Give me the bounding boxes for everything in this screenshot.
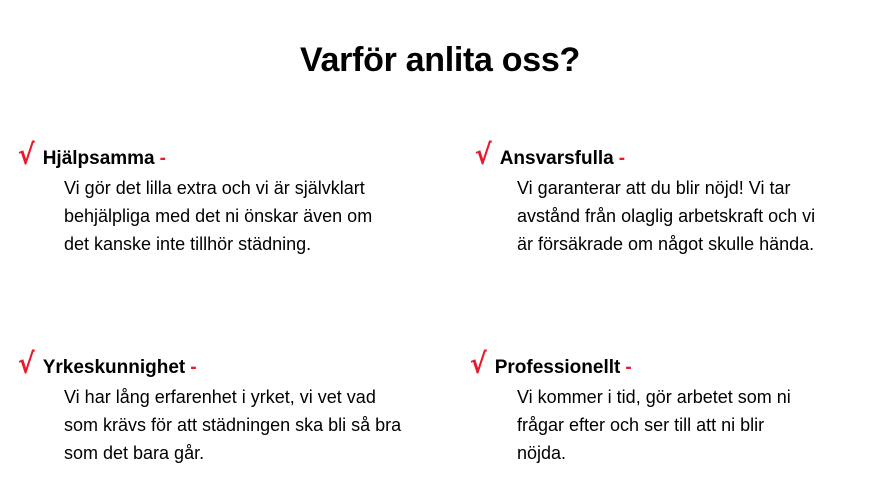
reason-item-helpful <box>17 140 464 258</box>
reason-heading: Hjälpsamma <box>42 148 155 169</box>
reason-heading: Ansvarsfulla <box>499 148 614 169</box>
page-title: Varför anlita oss? <box>300 41 580 79</box>
reason-heading-row <box>474 140 877 172</box>
reason-item-responsible <box>474 140 877 258</box>
reason-description: Vi kommer i tid, gör arbetet som ni frågar efter och ser till att ni blir nöjda. <box>517 387 791 463</box>
reason-item-expertise <box>17 349 464 467</box>
checkmark-icon: √ <box>17 347 35 380</box>
reason-description: Vi gör det lilla extra och vi är självklart behjälpliga med det ni önskar även om det kanske inte tillhör städning. <box>64 178 373 254</box>
heading-dash: - <box>159 148 166 169</box>
reason-description: Vi garanterar att du blir nöjd! Vi tar avstånd från olaglig arbetskraft och vi är försäkrade om något skulle hända. <box>517 178 816 254</box>
reason-description: Vi har lång erfarenhet i yrket, vi vet vad som krävs för att städningen ska bli så bra som det bara går. <box>64 387 402 463</box>
reason-item-professional <box>469 349 877 467</box>
heading-dash: - <box>618 148 626 169</box>
reason-heading: Yrkeskunnighet <box>42 357 186 378</box>
reason-heading-row <box>469 349 877 381</box>
heading-dash: - <box>625 357 632 378</box>
reason-heading-row <box>17 349 464 381</box>
checkmark-icon: √ <box>469 347 487 380</box>
checkmark-icon: √ <box>17 138 35 171</box>
checkmark-icon: √ <box>474 138 492 171</box>
reason-heading: Professionellt <box>494 357 621 378</box>
heading-dash: - <box>190 357 197 378</box>
reason-heading-row <box>17 140 464 172</box>
